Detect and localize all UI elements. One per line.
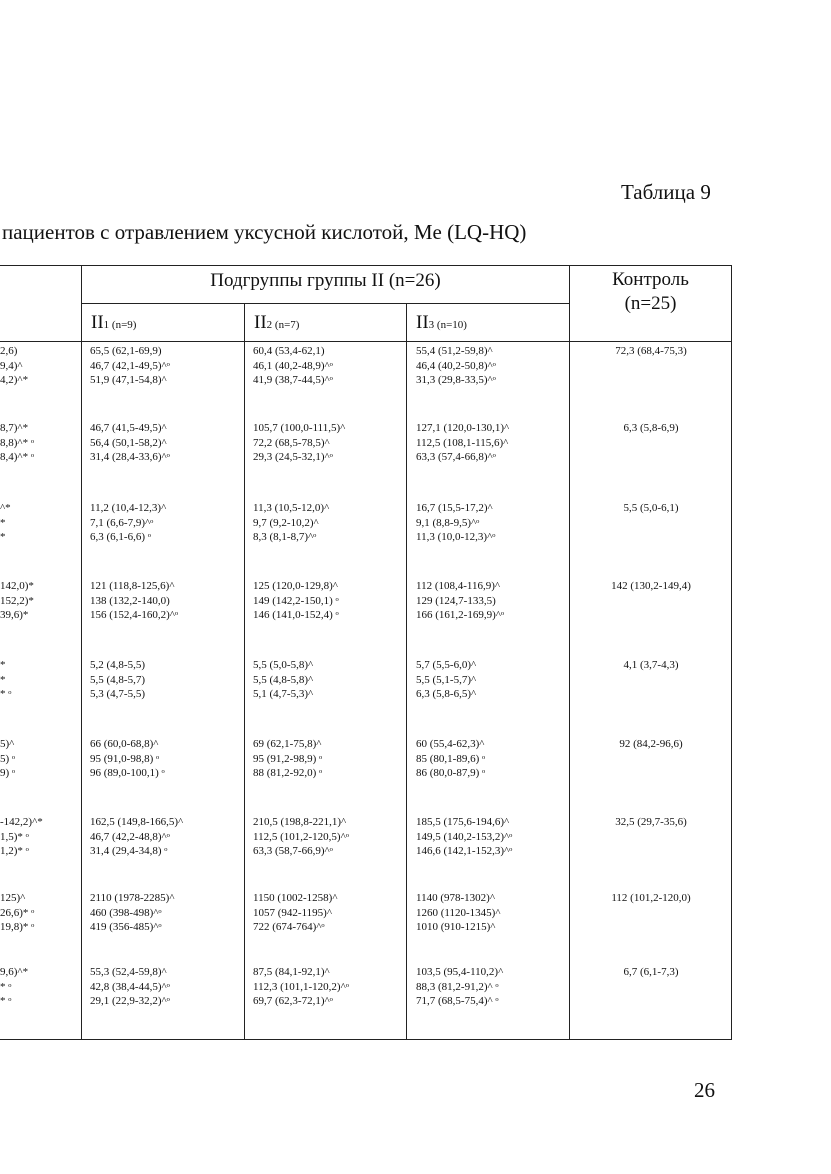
cell-line: 19,8)* ᵒ bbox=[0, 921, 35, 933]
cell-line: 8,3 (8,1-8,7)^ᵒ bbox=[253, 531, 317, 543]
column-divider-1 bbox=[81, 265, 82, 1040]
cell-line: 1150 (1002-1258)^ bbox=[253, 892, 338, 904]
cell-line: 88,3 (81,2-91,2)^ ᵒ bbox=[416, 980, 499, 993]
control-cell: 112 (101,2-120,0) bbox=[611, 892, 691, 904]
cell-line: -142,2)^* bbox=[0, 816, 43, 828]
cell-line: 46,7 (42,1-49,5)^ᵒ bbox=[90, 359, 170, 372]
cell-line: 63,3 (58,7-66,9)^ᵒ bbox=[253, 845, 333, 857]
column-divider-3 bbox=[406, 303, 407, 1040]
cell-line: 26,6)* ᵒ bbox=[0, 906, 35, 919]
control-cell: 6,3 (5,8-6,9) bbox=[623, 422, 679, 434]
cell-line: 29,3 (24,5-32,1)^ᵒ bbox=[253, 451, 333, 463]
cell-line: 41,9 (38,7-44,5)^ᵒ bbox=[253, 374, 333, 386]
ii1-cell bbox=[90, 344, 170, 388]
cell-line: 105,7 (100,0-111,5)^ bbox=[253, 422, 346, 434]
left-cell bbox=[0, 658, 11, 702]
cell-line: 51,9 (47,1-54,8)^ bbox=[90, 374, 167, 386]
left-cell bbox=[0, 891, 34, 935]
table-title: пациентов с отравлением уксусной кислотой, Me (LQ-HQ) bbox=[2, 220, 527, 244]
cell-line: 55,3 (52,4-59,8)^ bbox=[90, 966, 167, 978]
cell-line: 121 (118,8-125,6)^ bbox=[90, 580, 175, 592]
cell-line: 4,2)^* bbox=[0, 374, 29, 386]
ii1-cell bbox=[90, 815, 183, 859]
cell-line: 69,7 (62,3-72,1)^ᵒ bbox=[253, 995, 333, 1007]
cell-line: 419 (356-485)^ᵒ bbox=[90, 921, 162, 933]
column-divider-4 bbox=[569, 265, 570, 1040]
cell-line: * bbox=[0, 531, 6, 543]
table-border-bottom bbox=[0, 1039, 732, 1040]
cell-line: 16,7 (15,5-17,2)^ bbox=[416, 502, 493, 514]
cell-line: 152,2)* bbox=[0, 594, 34, 607]
left-cell bbox=[0, 421, 34, 465]
ii2-cell bbox=[253, 891, 338, 935]
subgroup-header-ii3: II3 (n=10) bbox=[416, 312, 467, 333]
cell-line: 5,5 (5,1-5,7)^ bbox=[416, 673, 477, 686]
cell-line: 1010 (910-1215)^ bbox=[416, 921, 496, 933]
cell-line: 69 (62,1-75,8)^ bbox=[253, 738, 322, 750]
left-cell bbox=[0, 965, 28, 1009]
ii3-cell bbox=[416, 965, 503, 1009]
cell-line: 46,4 (40,2-50,8)^ᵒ bbox=[416, 359, 496, 372]
cell-line: 7,1 (6,6-7,9)^ᵒ bbox=[90, 516, 154, 529]
cell-line: 31,4 (28,4-33,6)^ᵒ bbox=[90, 451, 170, 463]
left-cell bbox=[0, 815, 43, 859]
cell-line: 162,5 (149,8-166,5)^ bbox=[90, 816, 184, 828]
cell-line: 138 (132,2-140,0) bbox=[90, 594, 170, 607]
cell-line: 1057 (942-1195)^ bbox=[253, 906, 332, 919]
cell-line: 9) ᵒ bbox=[0, 767, 16, 779]
cell-line: 9,7 (9,2-10,2)^ bbox=[253, 516, 319, 529]
ii3-cell bbox=[416, 737, 485, 781]
cell-line: 88 (81,2-92,0) ᵒ bbox=[253, 767, 323, 779]
cell-line: 210,5 (198,8-221,1)^ bbox=[253, 816, 347, 828]
cell-line: * ᵒ bbox=[0, 688, 12, 700]
page-number: 26 bbox=[694, 1078, 715, 1102]
subheader-divider bbox=[81, 303, 569, 304]
cell-line: 125 (120,0-129,8)^ bbox=[253, 580, 338, 592]
cell-line: 5) ᵒ bbox=[0, 752, 16, 765]
ii1-cell bbox=[90, 579, 178, 623]
cell-line: 31,4 (29,4-34,8) ᵒ bbox=[90, 845, 168, 857]
cell-line: 103,5 (95,4-110,2)^ bbox=[416, 966, 504, 978]
control-cell: 32,5 (29,7-35,6) bbox=[615, 816, 687, 828]
cell-line: 29,1 (22,9-32,2)^ᵒ bbox=[90, 995, 170, 1007]
ii3-cell bbox=[416, 891, 501, 935]
cell-line: * bbox=[0, 516, 6, 529]
cell-line: 60,4 (53,4-62,1) bbox=[253, 345, 325, 357]
ii3-cell bbox=[416, 815, 512, 859]
cell-line: 5,1 (4,7-5,3)^ bbox=[253, 688, 314, 700]
ii2-cell bbox=[253, 579, 339, 623]
table-label: Таблица 9 bbox=[621, 180, 711, 204]
cell-line: 8,4)^* ᵒ bbox=[0, 451, 34, 463]
cell-line: 149 (142,2-150,1) ᵒ bbox=[253, 594, 339, 607]
cell-line: 127,1 (120,0-130,1)^ bbox=[416, 422, 510, 434]
subgroup-header-ii2: II2 (n=7) bbox=[254, 312, 300, 333]
column-divider-2 bbox=[244, 303, 245, 1040]
control-cell: 5,5 (5,0-6,1) bbox=[623, 502, 679, 514]
cell-line: 112,5 (108,1-115,6)^ bbox=[416, 436, 509, 449]
cell-line: 6,3 (6,1-6,6) ᵒ bbox=[90, 531, 151, 543]
cell-line: 112,3 (101,1-120,2)^ᵒ bbox=[253, 980, 349, 993]
cell-line: 55,4 (51,2-59,8)^ bbox=[416, 345, 493, 357]
ii3-cell bbox=[416, 579, 504, 623]
cell-line: 87,5 (84,1-92,1)^ bbox=[253, 966, 330, 978]
control-cell: 4,1 (3,7-4,3) bbox=[623, 659, 679, 671]
cell-line: * ᵒ bbox=[0, 980, 12, 993]
cell-line: 112,5 (101,2-120,5)^ᵒ bbox=[253, 830, 349, 843]
ii1-cell bbox=[90, 421, 170, 465]
left-cell bbox=[0, 344, 28, 388]
cell-line: * bbox=[0, 659, 6, 671]
cell-line: 96 (89,0-100,1) ᵒ bbox=[90, 767, 165, 779]
cell-line: 5,3 (4,7-5,5) bbox=[90, 688, 145, 700]
cell-line: 9,1 (8,8-9,5)^ᵒ bbox=[416, 516, 480, 529]
cell-line: 8,7)^* bbox=[0, 422, 29, 434]
cell-line: 5,5 (4,8-5,8)^ bbox=[253, 673, 314, 686]
ii2-cell bbox=[253, 658, 313, 702]
table-border-top bbox=[0, 265, 732, 266]
cell-line: * ᵒ bbox=[0, 995, 12, 1007]
cell-line: 60 (55,4-62,3)^ bbox=[416, 738, 485, 750]
ii3-cell bbox=[416, 658, 476, 702]
control-header-title: Контроль bbox=[612, 269, 689, 290]
cell-line: 39,6)* bbox=[0, 609, 29, 621]
left-cell bbox=[0, 501, 11, 545]
cell-line: 72,2 (68,5-78,5)^ bbox=[253, 436, 330, 449]
cell-line: 5)^ bbox=[0, 738, 15, 750]
cell-line: 11,3 (10,5-12,0)^ bbox=[253, 502, 330, 514]
ii1-cell bbox=[90, 658, 145, 702]
ii2-cell bbox=[253, 344, 333, 388]
cell-line: 65,5 (62,1-69,9) bbox=[90, 345, 162, 357]
left-cell bbox=[0, 579, 34, 623]
control-cell: 92 (84,2-96,6) bbox=[619, 738, 683, 750]
cell-line: 9,6)^* bbox=[0, 966, 29, 978]
ii3-cell bbox=[416, 344, 496, 388]
cell-line: 9,4)^ bbox=[0, 359, 23, 372]
cell-line: 129 (124,7-133,5) bbox=[416, 594, 496, 607]
cell-line: 1,2)* ᵒ bbox=[0, 845, 29, 857]
cell-line: 5,5 (4,8-5,7) bbox=[90, 673, 145, 686]
cell-line: 2,6) bbox=[0, 345, 18, 357]
cell-line: 1,5)* ᵒ bbox=[0, 830, 29, 843]
cell-line: 146,6 (142,1-152,3)^ᵒ bbox=[416, 845, 513, 857]
cell-line: 46,7 (42,2-48,8)^ᵒ bbox=[90, 830, 170, 843]
cell-line: 460 (398-498)^ᵒ bbox=[90, 906, 162, 919]
cell-line: 1140 (978-1302)^ bbox=[416, 892, 495, 904]
cell-line: 722 (674-764)^ᵒ bbox=[253, 921, 325, 933]
cell-line: 85 (80,1-89,6) ᵒ bbox=[416, 752, 486, 765]
control-header bbox=[570, 268, 731, 316]
group-header: Подгруппы группы II (n=26) bbox=[210, 270, 441, 291]
control-cell: 72,3 (68,4-75,3) bbox=[615, 345, 687, 357]
cell-line: 31,3 (29,8-33,5)^ᵒ bbox=[416, 374, 496, 386]
cell-line: 6,3 (5,8-6,5)^ bbox=[416, 688, 477, 700]
header-bottom-border bbox=[0, 341, 732, 342]
ii1-cell bbox=[90, 737, 165, 781]
cell-line: 56,4 (50,1-58,2)^ bbox=[90, 436, 167, 449]
ii1-cell bbox=[90, 965, 170, 1009]
cell-line: 11,3 (10,0-12,3)^ᵒ bbox=[416, 531, 496, 543]
cell-line: 95 (91,2-98,9) ᵒ bbox=[253, 752, 323, 765]
ii2-cell bbox=[253, 815, 349, 859]
cell-line: 2110 (1978-2285)^ bbox=[90, 892, 175, 904]
ii3-cell bbox=[416, 501, 495, 545]
ii3-cell bbox=[416, 421, 509, 465]
ii1-cell bbox=[90, 501, 166, 545]
control-cell: 142 (130,2-149,4) bbox=[611, 580, 691, 592]
cell-line: 66 (60,0-68,8)^ bbox=[90, 738, 159, 750]
cell-line: 142,0)* bbox=[0, 580, 34, 592]
cell-line: 95 (91,0-98,8) ᵒ bbox=[90, 752, 160, 765]
cell-line: ^* bbox=[0, 502, 11, 514]
ii2-cell bbox=[253, 421, 345, 465]
ii2-cell bbox=[253, 965, 349, 1009]
control-cell: 6,7 (6,1-7,3) bbox=[623, 966, 679, 978]
cell-line: 112 (108,4-116,9)^ bbox=[416, 580, 501, 592]
cell-line: 5,5 (5,0-5,8)^ bbox=[253, 659, 314, 671]
subgroup-header-ii1: II1 (n=9) bbox=[91, 312, 137, 333]
ii2-cell bbox=[253, 501, 329, 545]
ii2-cell bbox=[253, 737, 322, 781]
cell-line: 146 (141,0-152,4) ᵒ bbox=[253, 609, 339, 621]
cell-line: 46,1 (40,2-48,9)^ᵒ bbox=[253, 359, 333, 372]
cell-line: 46,7 (41,5-49,5)^ bbox=[90, 422, 167, 434]
table-border-right bbox=[731, 265, 732, 1040]
cell-line: 86 (80,0-87,9) ᵒ bbox=[416, 767, 486, 779]
left-cell bbox=[0, 737, 15, 781]
cell-line: 156 (152,4-160,2)^ᵒ bbox=[90, 609, 179, 621]
ii1-cell bbox=[90, 891, 175, 935]
cell-line: 42,8 (38,4-44,5)^ᵒ bbox=[90, 980, 170, 993]
cell-line: 63,3 (57,4-66,8)^ᵒ bbox=[416, 451, 496, 463]
cell-line: 5,2 (4,8-5,5) bbox=[90, 659, 145, 671]
cell-line: 149,5 (140,2-153,2)^ᵒ bbox=[416, 830, 513, 843]
cell-line: 8,8)^* ᵒ bbox=[0, 436, 34, 449]
cell-line: 5,7 (5,5-6,0)^ bbox=[416, 659, 477, 671]
results-table bbox=[0, 265, 732, 1040]
cell-line: 185,5 (175,6-194,6)^ bbox=[416, 816, 510, 828]
cell-line: * bbox=[0, 673, 6, 686]
cell-line: 125)^ bbox=[0, 892, 26, 904]
control-header-n: (n=25) bbox=[624, 293, 677, 314]
cell-line: 1260 (1120-1345)^ bbox=[416, 906, 501, 919]
cell-line: 11,2 (10,4-12,3)^ bbox=[90, 502, 167, 514]
cell-line: 71,7 (68,5-75,4)^ ᵒ bbox=[416, 995, 499, 1007]
cell-line: 166 (161,2-169,9)^ᵒ bbox=[416, 609, 505, 621]
